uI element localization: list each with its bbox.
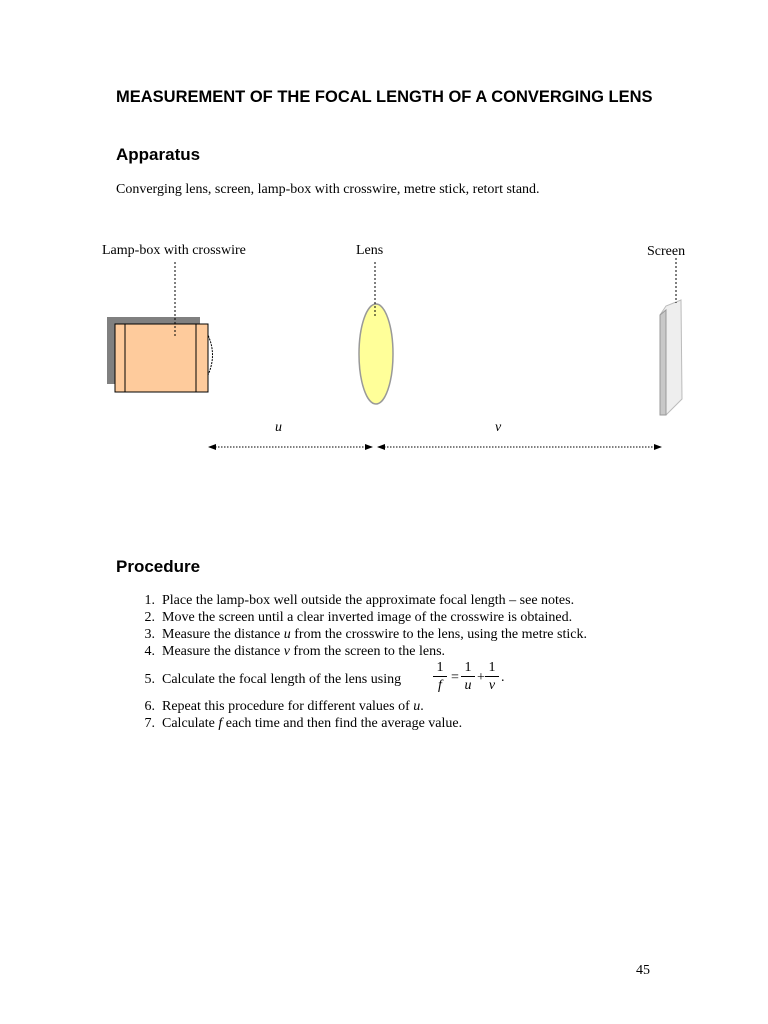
step-number: 3. bbox=[144, 627, 155, 642]
list-item bbox=[137, 715, 697, 732]
list-item bbox=[137, 626, 697, 643]
procedure-list bbox=[137, 592, 697, 732]
list-item bbox=[137, 592, 697, 609]
fraction-1-over-v: 1 v bbox=[485, 660, 499, 693]
list-item bbox=[137, 660, 697, 698]
u-label: u bbox=[275, 420, 282, 435]
step-number: 4. bbox=[144, 644, 155, 659]
lampbox-body bbox=[115, 324, 208, 392]
apparatus-text: Converging lens, screen, lamp-box with crosswire, metre stick, retort stand. bbox=[116, 182, 540, 197]
step-text: Measure the distance v from the screen to the lens. bbox=[162, 644, 446, 659]
step-number: 2. bbox=[144, 610, 155, 625]
fraction-1-over-f: 1 f bbox=[433, 660, 447, 693]
lens-label: Lens bbox=[356, 243, 384, 258]
step-number: 5. bbox=[144, 672, 155, 687]
step-number: 1. bbox=[144, 593, 155, 608]
lens-shape bbox=[359, 304, 393, 404]
variable-f: f bbox=[218, 716, 223, 731]
step-text: Move the screen until a clear inverted image of the crosswire is obtained. bbox=[162, 610, 573, 625]
list-item bbox=[137, 609, 697, 626]
list-item bbox=[137, 698, 697, 715]
page-title: MEASUREMENT OF THE FOCAL LENGTH OF A CONVERGING LENS bbox=[116, 88, 653, 106]
equals-sign: = bbox=[451, 670, 459, 685]
plus-sign: + bbox=[477, 670, 485, 685]
variable-u: u bbox=[283, 627, 291, 642]
fraction-1-over-u: 1 u bbox=[461, 660, 475, 693]
apparatus-diagram bbox=[0, 230, 768, 470]
step-text: Repeat this procedure for different values of u. bbox=[162, 699, 424, 714]
step-text: Place the lamp-box well outside the approximate focal length – see notes. bbox=[162, 593, 575, 608]
page-number: 45 bbox=[636, 963, 650, 978]
v-label: v bbox=[495, 420, 502, 435]
step-number: 7. bbox=[144, 716, 155, 731]
list-item bbox=[137, 643, 697, 660]
period: . bbox=[501, 670, 505, 685]
step-number: 6. bbox=[144, 699, 155, 714]
variable-u: u bbox=[413, 699, 421, 714]
apparatus-heading: Apparatus bbox=[116, 145, 201, 164]
screen-label: Screen bbox=[647, 244, 686, 259]
variable-v: v bbox=[283, 644, 290, 659]
procedure-heading: Procedure bbox=[116, 557, 201, 576]
step-text: Calculate f each time and then find the average value. bbox=[162, 716, 463, 731]
screen-shape bbox=[660, 300, 682, 415]
lampbox-label: Lamp-box with crosswire bbox=[102, 243, 246, 258]
step-text: Measure the distance u from the crosswire to the lens, using the metre stick. bbox=[162, 627, 587, 642]
step-text: Calculate the focal length of the lens using bbox=[162, 672, 402, 687]
lampbox-shape bbox=[107, 317, 213, 392]
